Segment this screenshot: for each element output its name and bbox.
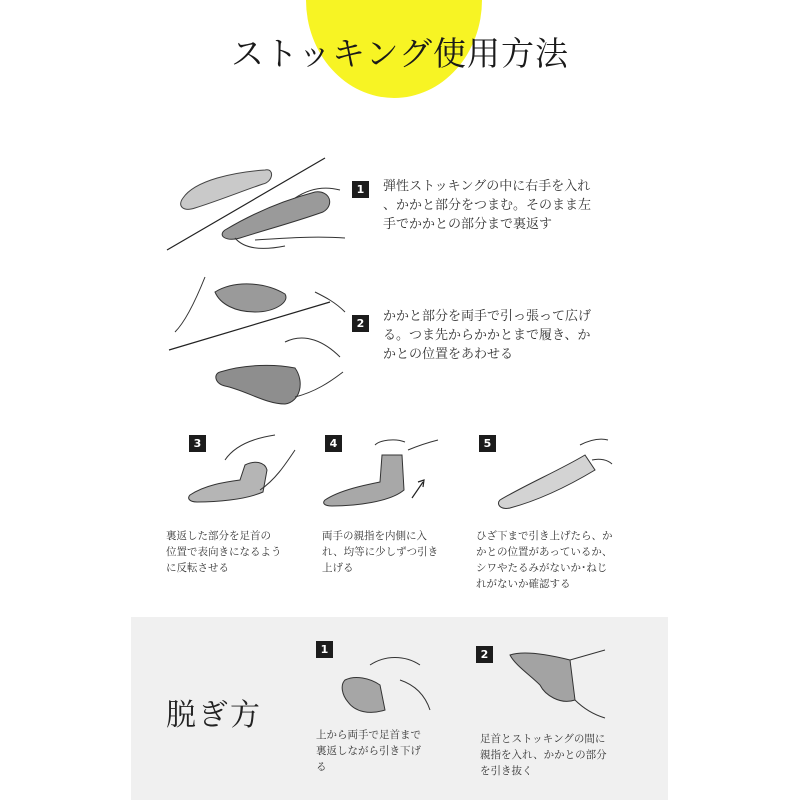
removal-step2-badge: 2 (476, 646, 493, 663)
step5-illustration (480, 430, 615, 515)
removal-heading: 脱ぎ方 (166, 698, 262, 733)
step2-badge: 2 (352, 315, 369, 332)
step4-illustration (320, 430, 440, 515)
step1-illustration (165, 150, 355, 265)
removal-step1-badge: 1 (316, 641, 333, 658)
page-title: ストッキング使用方法 (230, 34, 570, 73)
removal-step1-illustration (330, 640, 440, 720)
step2-illustration (165, 272, 355, 412)
step1-badge: 1 (352, 181, 369, 198)
removal-step1-text: 上から両手で足首まで 裏返しながら引き下げ る (316, 729, 421, 773)
step5-badge: 5 (479, 435, 496, 452)
removal-step2-illustration (500, 640, 610, 725)
step4-text: 両手の親指を内側に入 れ、均等に少しずつ引き 上げる (322, 530, 439, 574)
step2-text: かかと部分を両手で引っ張って広げ る。つま先からかかとまで履き、か かとの位置をあわせる (383, 309, 592, 362)
step3-text: 裏返した部分を足首の 位置で表向きになるよう に反転させる (166, 530, 282, 574)
step1-text: 弾性ストッキングの中に右手を入れ 、かかと部分をつまむ。そのまま左 手でかかとの部分まで裏返す (383, 179, 592, 232)
removal-step2-text: 足首とストッキングの間に 親指を入れ、かかとの部分 を引き抜く (480, 733, 607, 777)
step5-text: ひざ下まで引き上げたら、か かとの位置があっているか、 シワやたるみがないか･ねじ れがないか確認する (476, 530, 613, 590)
step3-illustration (185, 430, 305, 510)
step3-badge: 3 (189, 435, 206, 452)
step4-badge: 4 (325, 435, 342, 452)
